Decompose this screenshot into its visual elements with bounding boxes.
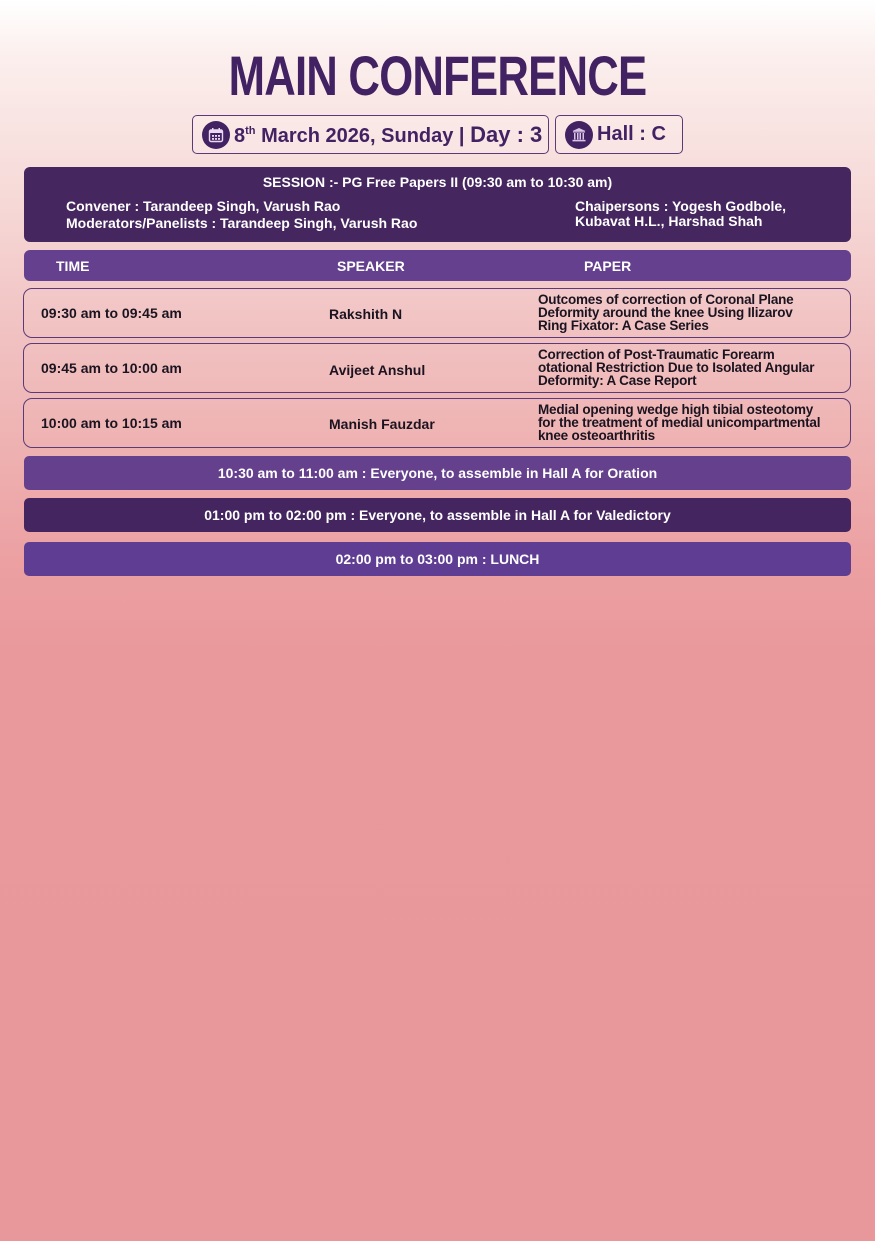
session-title: SESSION :- PG Free Papers II (09:30 am to 10:30 am) [262,174,613,190]
row-paper [538,293,838,332]
hall-badge [555,115,683,154]
paper-line: for the treatment of medial unicompartmental [538,415,821,430]
paper-line: Correction of Post-Traumatic Forearm [538,347,775,362]
row-paper [538,403,838,442]
row-speaker: Manish Fauzdar [329,416,435,432]
paper-line: otational Restriction Due to Isolated Angular [538,360,815,375]
column-header-speaker: SPEAKER [337,258,405,274]
paper-line: Deformity around the knee Using Ilizarov [538,305,793,320]
page-title: MAIN CONFERENCE [228,44,647,107]
paper-line: Ring Fixator: A Case Series [538,318,709,333]
table-row [23,343,851,393]
session-info-panel [24,167,851,242]
date-badge [192,115,549,154]
chairpersons-line-1: Chaipersons : Yogesh Godbole, [575,198,787,214]
date-day: 8 [234,124,246,147]
date-rest: March 2026, Sunday | [255,124,471,147]
calendar-icon [202,121,230,149]
paper-line: knee osteoarthritis [538,428,655,443]
convener-text: Convener : Tarandeep Singh, Varush Rao [66,198,341,214]
chairpersons [575,199,786,229]
row-speaker: Avijeet Anshul [329,362,426,378]
lunch-banner: 02:00 pm to 03:00 pm : LUNCH [24,542,851,576]
hall-building-icon [565,121,593,149]
oration-banner: 10:30 am to 11:00 am : Everyone, to assemble in Hall A for Oration [24,456,851,490]
day-label: Day : 3 [470,121,543,147]
row-time: 09:30 am to 09:45 am [41,305,182,321]
paper-line: Deformity: A Case Report [538,373,697,388]
table-row [23,398,851,448]
moderators-text: Moderators/Panelists : Tarandeep Singh, Varush Rao [66,215,418,231]
chairpersons-line-2: Kubavat H.L., Harshad Shah [575,213,763,229]
row-speaker: Rakshith N [329,306,403,322]
date-text [234,122,542,148]
paper-line: Outcomes of correction of Coronal Plane [538,292,794,307]
table-row [23,288,851,338]
column-header-time: TIME [56,258,90,274]
valedictory-banner: 01:00 pm to 02:00 pm : Everyone, to assemble in Hall A for Valedictory [24,498,851,532]
column-header-paper: PAPER [584,258,632,274]
row-paper [538,348,838,387]
hall-text: Hall : C [597,123,666,145]
session-organizers [66,198,417,232]
row-time: 09:45 am to 10:00 am [41,360,182,376]
table-header [24,250,851,281]
paper-line: Medial opening wedge high tibial osteotomy [538,402,814,417]
date-suffix: th [245,124,256,137]
row-time: 10:00 am to 10:15 am [41,415,182,431]
